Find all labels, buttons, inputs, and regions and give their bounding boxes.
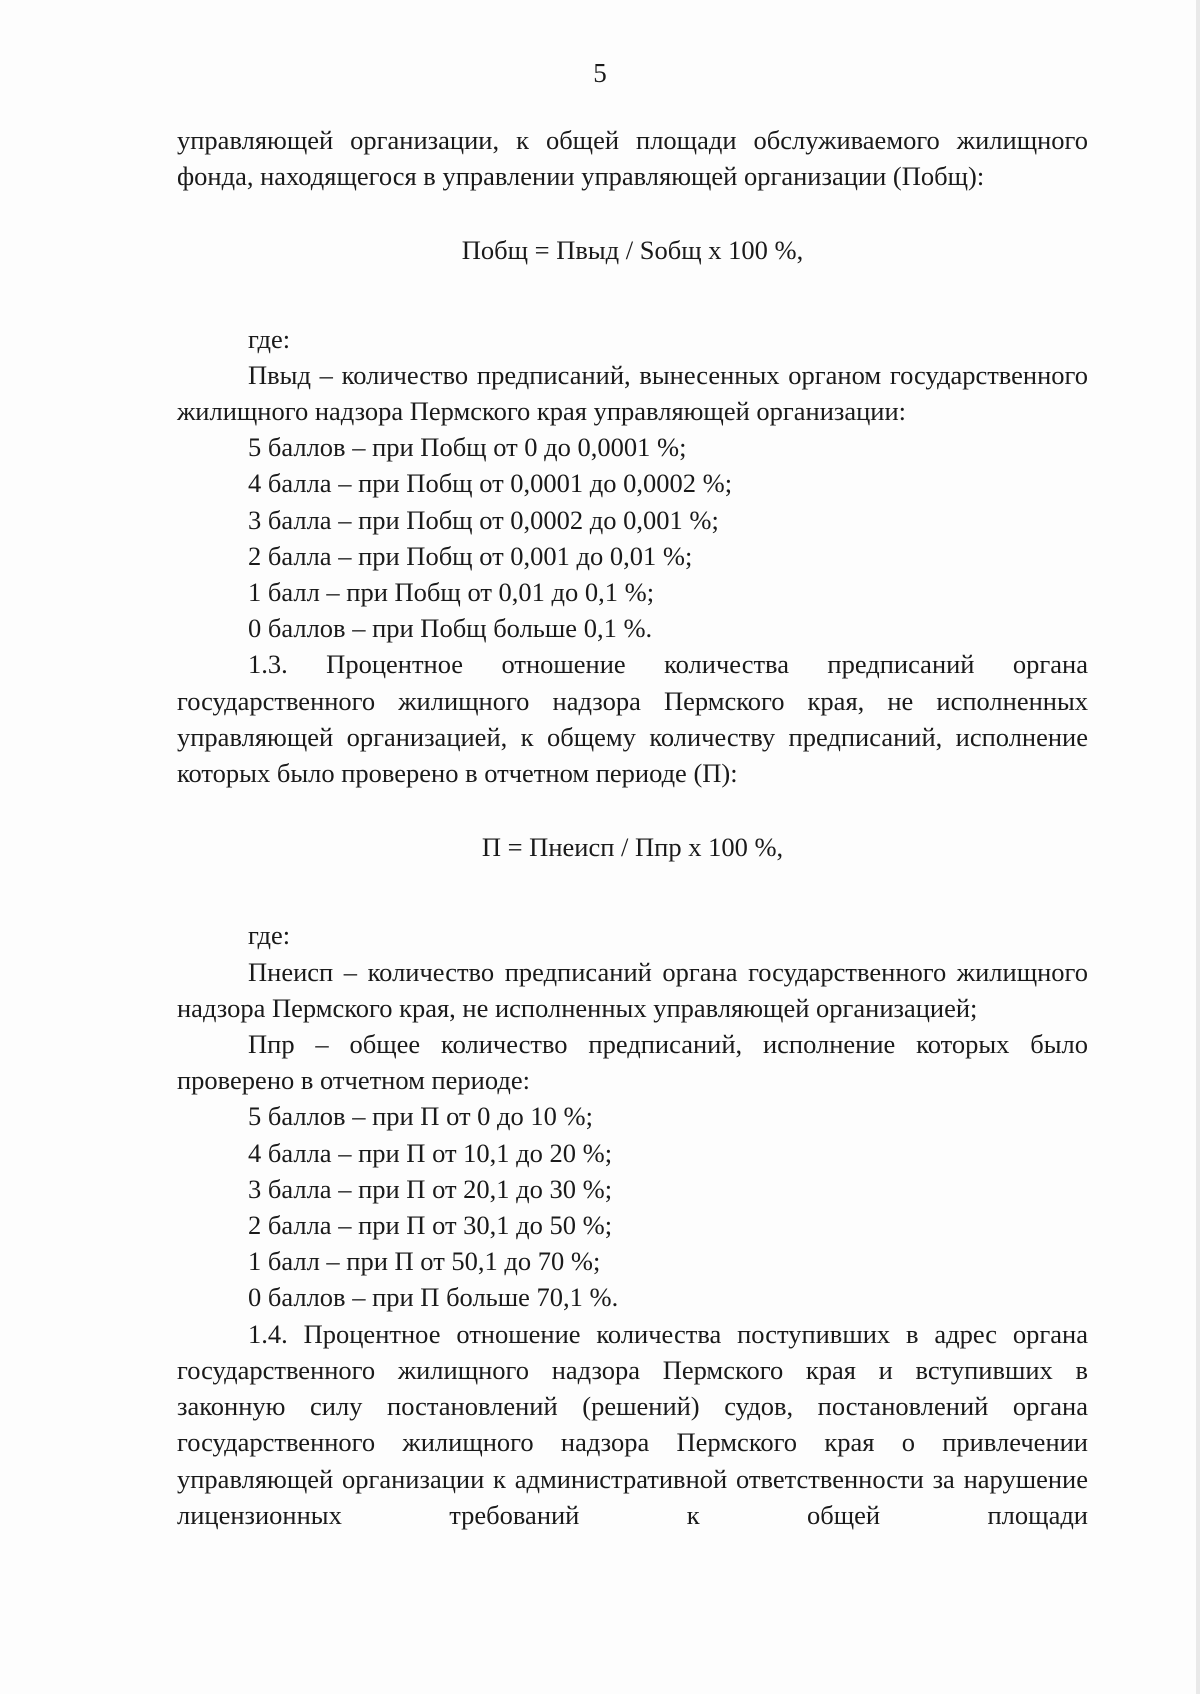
document-body bbox=[177, 122, 1088, 1533]
score-item: 5 баллов – при П от 0 до 10 %; bbox=[248, 1101, 593, 1132]
score-item: 1 балл – при П от 50,1 до 70 %; bbox=[248, 1246, 601, 1277]
section-1-2-intro: управляющей организации, к общей площади обслуживаемого жилищного фонда, находящегося в управлении управляющей организации (Побщ): bbox=[177, 125, 1088, 192]
score-item: 3 балла – при Побщ от 0,0002 до 0,001 %; bbox=[248, 504, 719, 535]
score-item: 0 баллов – при Побщ больше 0,1 %. bbox=[248, 613, 653, 644]
definition-ppr: Ппр – общее количество предписаний, исполнение которых было проверено в отчетном периоде: bbox=[177, 1029, 1088, 1096]
score-item: 2 балла – при П от 30,1 до 50 %; bbox=[248, 1210, 613, 1241]
formula-pobshch: Побщ = Пвыд / Sобщ x 100 %, bbox=[461, 235, 804, 266]
definition-pneisp: Пнеисп – количество предписаний органа государственного жилищного надзора Пермского края, не исполненных управляющей организацией; bbox=[177, 956, 1088, 1023]
definition-pvyd: Пвыд – количество предписаний, вынесенных органом государственного жилищного надзора Пермского края управляющей организации: bbox=[177, 359, 1088, 427]
section-1-4-heading: 1.4. Процентное отношение количества поступивших в адрес органа государственного жилищного надзора Пермского края и вступивших в законную силу постановлений (решений) судов, постановлений органа государственного жилищного надзора Пермского края о привлечении управляющей организации к административной ответственности за нарушение лицензионных требований к общей площади bbox=[177, 1318, 1088, 1530]
score-item: 1 балл – при Побщ от 0,01 до 0,1 %; bbox=[248, 577, 655, 608]
page-edge-shadow bbox=[1196, 0, 1200, 1694]
page-number: 5 bbox=[593, 58, 607, 88]
score-item: 4 балла – при Побщ от 0,0001 до 0,0002 %; bbox=[248, 468, 733, 499]
section-1-3-heading: 1.3. Процентное отношение количества предписаний органа государственного жилищного надзора Пермского края, не исполненных управляющей организацией, к общему количеству предписаний, исполнение которых было проверено в отчетном периоде (П): bbox=[177, 649, 1088, 789]
where-label-1: где: bbox=[248, 323, 291, 354]
score-item: 4 балла – при П от 10,1 до 20 %; bbox=[248, 1137, 613, 1168]
where-label-2: где: bbox=[248, 920, 291, 951]
score-item: 5 баллов – при Побщ от 0 до 0,0001 %; bbox=[248, 432, 687, 463]
score-item: 0 баллов – при П больше 70,1 %. bbox=[248, 1282, 619, 1313]
formula-p: П = Пнеисп / Ппр x 100 %, bbox=[481, 832, 784, 863]
score-item: 3 балла – при П от 20,1 до 30 %; bbox=[248, 1173, 613, 1204]
score-item: 2 балла – при Побщ от 0,001 до 0,01 %; bbox=[248, 540, 693, 571]
